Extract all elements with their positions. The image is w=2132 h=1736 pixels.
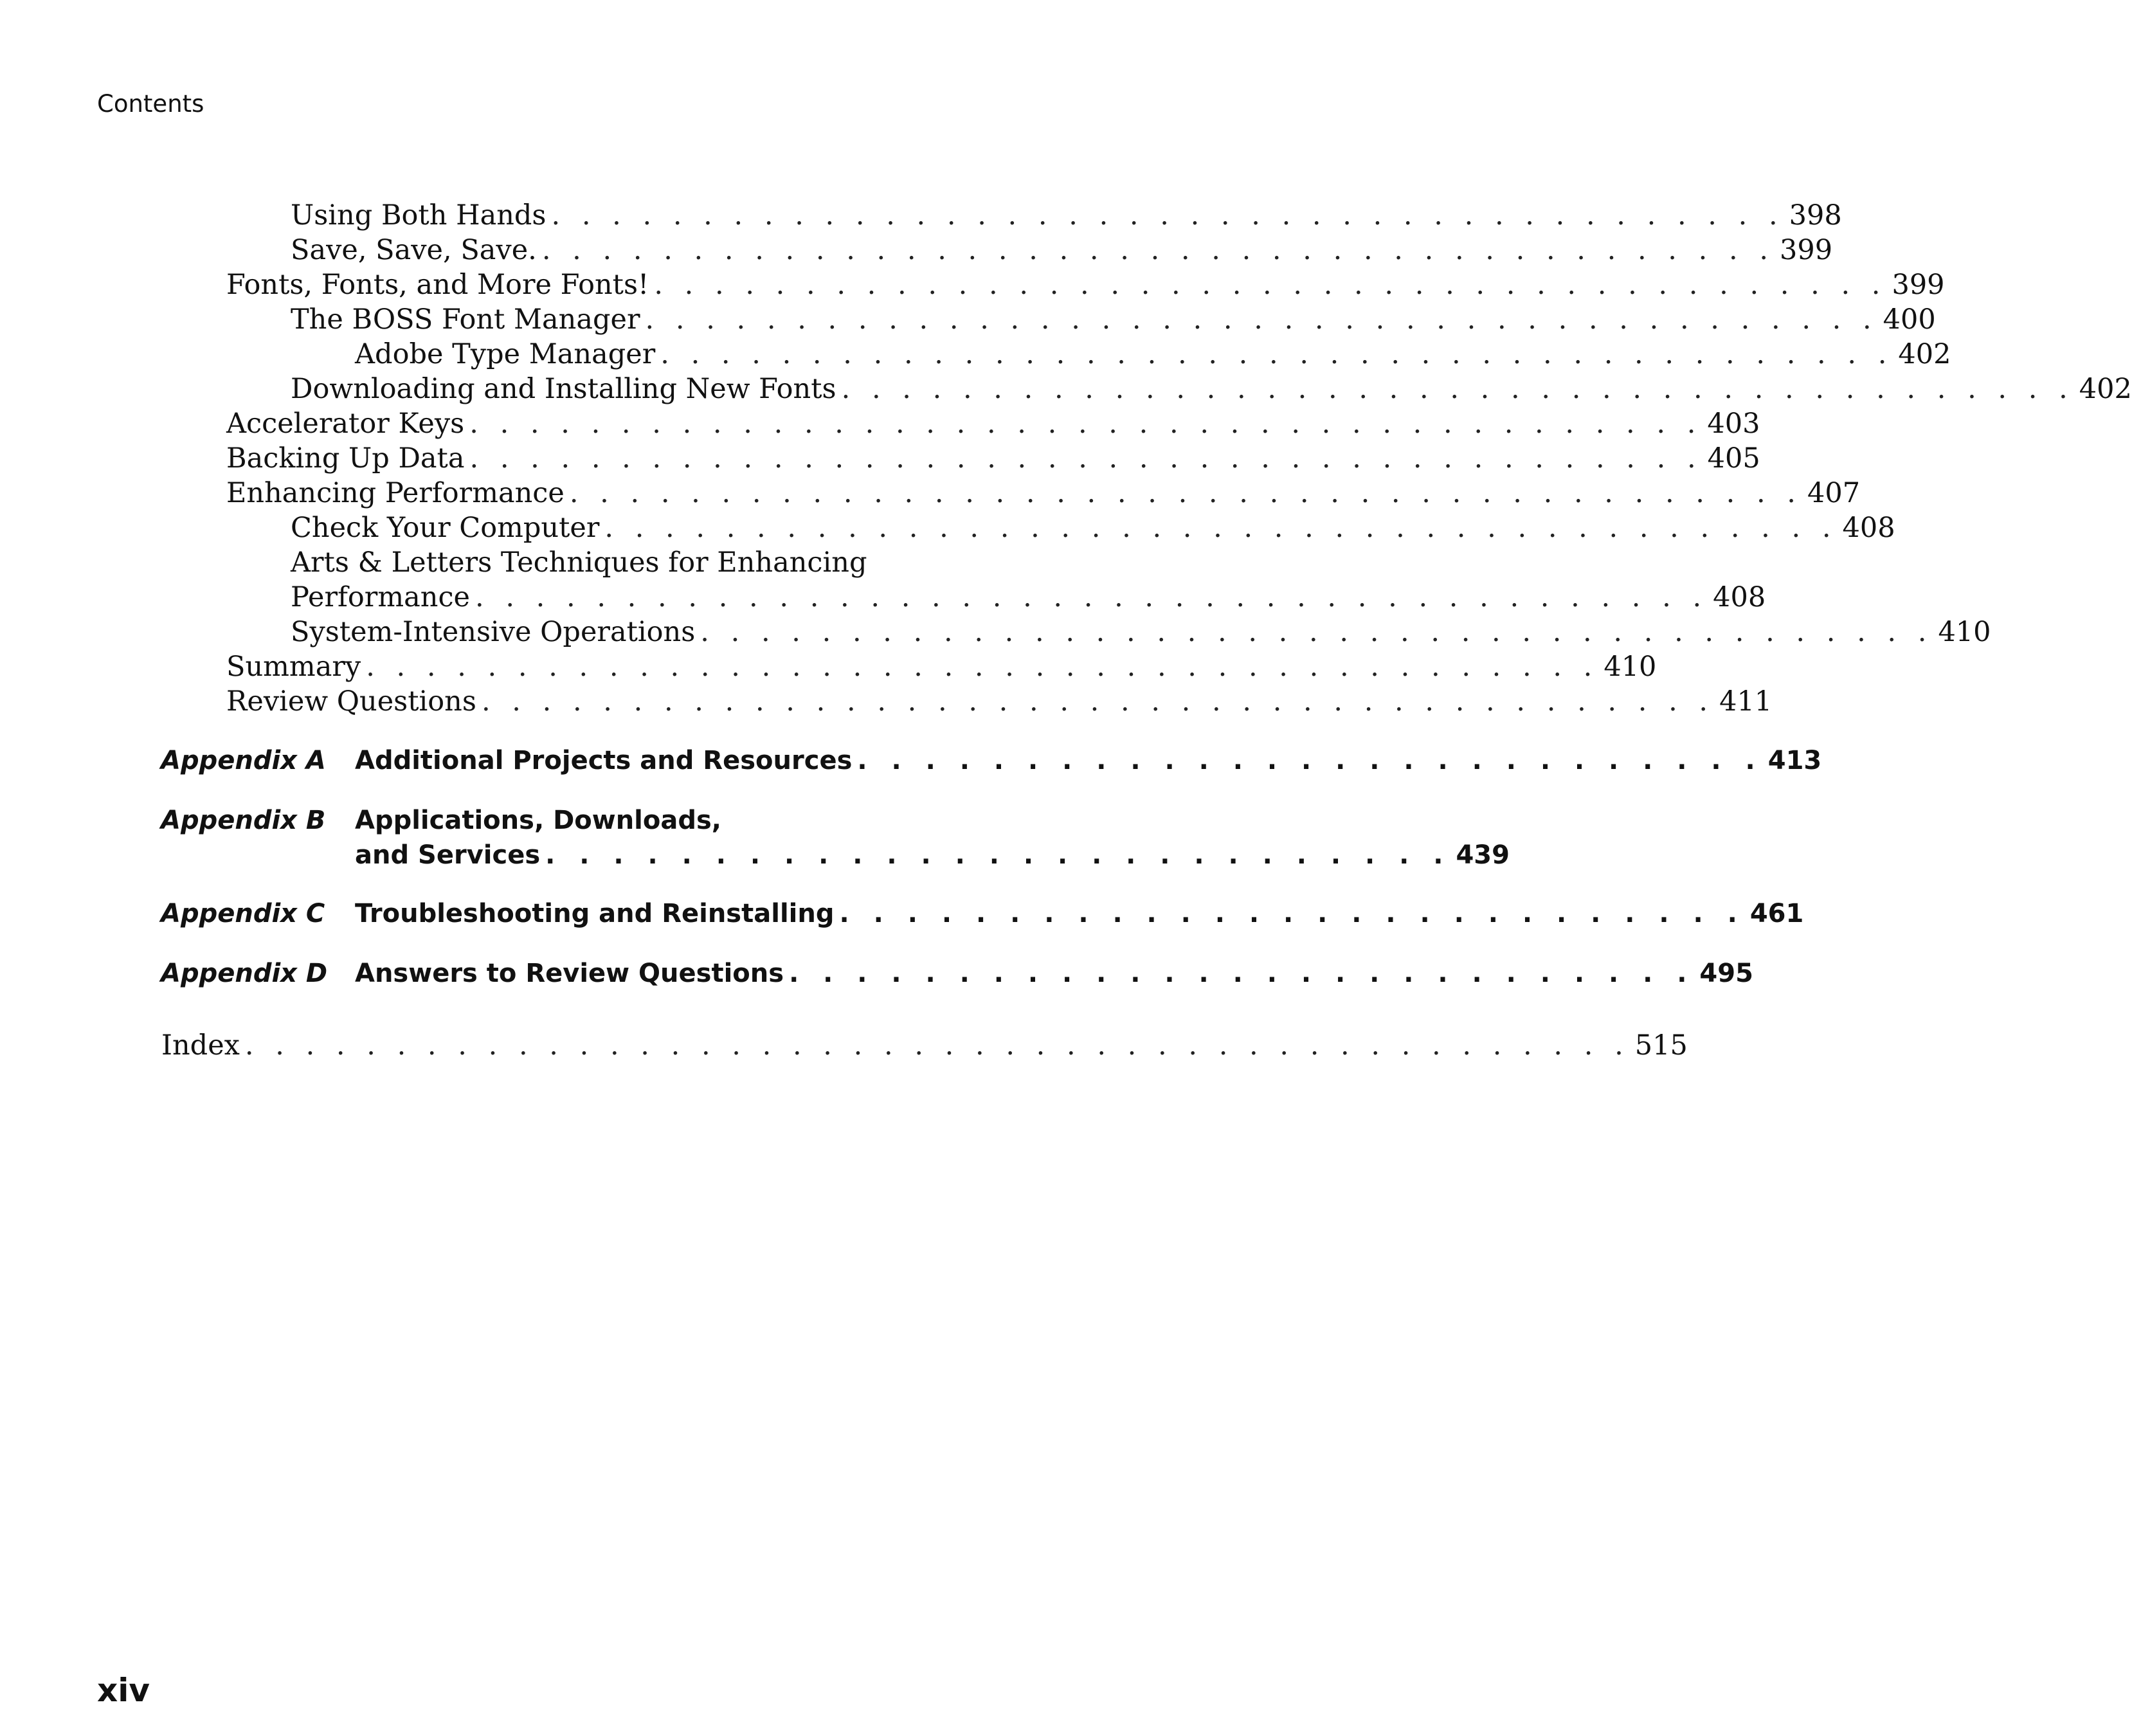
- appendix-entry: [355, 897, 1804, 930]
- appendix-entry: [355, 744, 1822, 777]
- toc-entry: [291, 303, 1936, 336]
- dot-leader: . . . . . . . . . . . . . . . . . . . . . . . . . . . . . . . . . . . . . . . . .: [569, 477, 1802, 509]
- index-title: Index: [161, 1029, 240, 1062]
- toc-entry: [291, 373, 2132, 405]
- dot-leader: . . . . . . . . . . . . . . . . . . . . . . . . . . . . . . . . . . . . . . . . .: [481, 685, 1715, 718]
- page-folio: xiv: [97, 1672, 150, 1709]
- appendix-label: Appendix A: [161, 746, 326, 775]
- toc-entry-title: Summary: [226, 651, 361, 683]
- toc-entry-title: Review Questions: [226, 685, 476, 718]
- appendix-page: 461: [1749, 899, 1804, 928]
- dot-leader: . . . . . . . . . . . . . . . . . . . . . . . . . . . . . . . . . . . . . . . . .: [541, 234, 1775, 266]
- toc-entry: [291, 234, 1833, 266]
- dot-leader: . . . . . . . . . . . . . . . . . . . . . . . . . . . . . . . . . . . . . . . . .: [645, 303, 1878, 336]
- running-head: Contents: [97, 90, 204, 118]
- appendix-entry: [355, 957, 1753, 990]
- toc-entry-title: Fonts, Fonts, and More Fonts!: [226, 269, 649, 301]
- toc-entry: [291, 512, 1895, 544]
- appendix-entry: [355, 838, 1510, 872]
- toc-entry-title: The BOSS Font Manager: [291, 303, 640, 336]
- toc-entry: [291, 616, 1991, 648]
- appendix-label: Appendix C: [161, 899, 325, 928]
- toc-entry-title: Arts & Letters Techniques for Enhancing: [291, 547, 867, 579]
- appendix-page: 439: [1456, 840, 1510, 870]
- toc-entry-title: Accelerator Keys: [226, 408, 465, 440]
- toc-entry: [291, 581, 1766, 613]
- appendix-title: Additional Projects and Resources: [355, 746, 853, 775]
- toc-entry-page: 407: [1807, 477, 1861, 509]
- toc-entry-page: 399: [1780, 234, 1833, 266]
- dot-leader: . . . . . . . . . . . . . . . . . . . . . . . . . . . . . . . . . . . . . . . . .: [469, 408, 1703, 440]
- toc-entry-page: 410: [1938, 616, 1991, 648]
- toc-entry: [291, 199, 1842, 231]
- toc-entry-title: Using Both Hands: [291, 199, 547, 231]
- appendix-label: Appendix D: [161, 959, 328, 988]
- dot-leader: . . . . . . . . . . . . . . . . . . . . . . . . . . . . . . . . . . . . . . . . .: [475, 581, 1708, 613]
- toc-entry: [226, 408, 1760, 440]
- dot-leader: . . . . . . . . . . . . . . . . . . . . . . . . . . . . . . . . . . . . . . . . . . . . . .: [244, 1029, 1630, 1062]
- index-page: 515: [1634, 1029, 1688, 1062]
- toc-entry-title: Enhancing Performance: [226, 477, 565, 509]
- dot-leader: . . . . . . . . . . . . . . . . . . . . . . . . . . . . . . . . . . . . . . . . .: [551, 199, 1784, 231]
- toc-entry: [226, 442, 1760, 475]
- dot-leader: . . . . . . . . . . . . . . . . . . . . . . . . . . .: [545, 840, 1451, 870]
- dot-leader: . . . . . . . . . . . . . . . . . . . . . . . . . . .: [789, 959, 1695, 988]
- appendix-title-continued: and Services: [355, 840, 541, 870]
- toc-entry-page: 410: [1604, 651, 1657, 683]
- dot-leader: . . . . . . . . . . . . . . . . . . . . . . . . . . .: [839, 899, 1745, 928]
- toc-entry-page: 405: [1707, 442, 1760, 475]
- index-entry: [161, 1029, 1688, 1062]
- toc-entry-page: 398: [1789, 199, 1842, 231]
- dot-leader: . . . . . . . . . . . . . . . . . . . . . . . . . . . . . . . . . . . . . . . . .: [604, 512, 1838, 544]
- toc-entry: [226, 269, 1945, 301]
- toc-entry: [226, 651, 1657, 683]
- toc-entry-page: 400: [1883, 303, 1936, 336]
- toc-entry-title: Adobe Type Manager: [355, 338, 656, 370]
- dot-leader: . . . . . . . . . . . . . . . . . . . . . . . . . . . . . . . . . . . . . . . . .: [654, 269, 1887, 301]
- toc-entry-page: 411: [1719, 685, 1773, 718]
- toc-entry: [226, 477, 1861, 509]
- dot-leader: . . . . . . . . . . . . . . . . . . . . . . . . . . . . . . . . . . . . . . . . .: [660, 338, 1893, 370]
- toc-entry: [355, 338, 1951, 370]
- dot-leader: . . . . . . . . . . . . . . . . . . . . . . . . . . . . . . . . . . . . . . . . .: [700, 616, 1933, 648]
- toc-entry-page: 402: [2079, 373, 2132, 405]
- dot-leader: . . . . . . . . . . . . . . . . . . . . . . . . . . . . . . . . . . . . . . . . .: [469, 442, 1703, 475]
- toc-entry: [226, 685, 1773, 718]
- toc-entry-page: 402: [1898, 338, 1951, 370]
- toc-entry-title: Check Your Computer: [291, 512, 600, 544]
- toc-entry-page: 403: [1707, 408, 1760, 440]
- appendix-title: Troubleshooting and Reinstalling: [355, 899, 835, 928]
- dot-leader: . . . . . . . . . . . . . . . . . . . . . . . . . . . . . . . . . . . . . . . . .: [366, 651, 1599, 683]
- toc-entry-page: 408: [1713, 581, 1766, 613]
- toc-entry-page: 408: [1842, 512, 1895, 544]
- dot-leader: . . . . . . . . . . . . . . . . . . . . . . . . . . .: [857, 746, 1763, 775]
- appendix-title: Applications, Downloads,: [355, 806, 721, 835]
- appendix-page: 495: [1699, 959, 1753, 988]
- appendix-title: Answers to Review Questions: [355, 959, 784, 988]
- toc-entry-page: 399: [1892, 269, 1945, 301]
- toc-entry-title: Save, Save, Save.: [291, 234, 537, 266]
- toc-entry-title: System-Intensive Operations: [291, 616, 696, 648]
- toc-entry-title: Backing Up Data: [226, 442, 465, 475]
- appendix-page: 413: [1767, 746, 1822, 775]
- dot-leader: . . . . . . . . . . . . . . . . . . . . . . . . . . . . . . . . . . . . . . . . .: [841, 373, 2074, 405]
- appendix-label: Appendix B: [161, 806, 326, 835]
- toc-entry-title: Performance: [291, 581, 470, 613]
- toc-entry-title: Downloading and Installing New Fonts: [291, 373, 836, 405]
